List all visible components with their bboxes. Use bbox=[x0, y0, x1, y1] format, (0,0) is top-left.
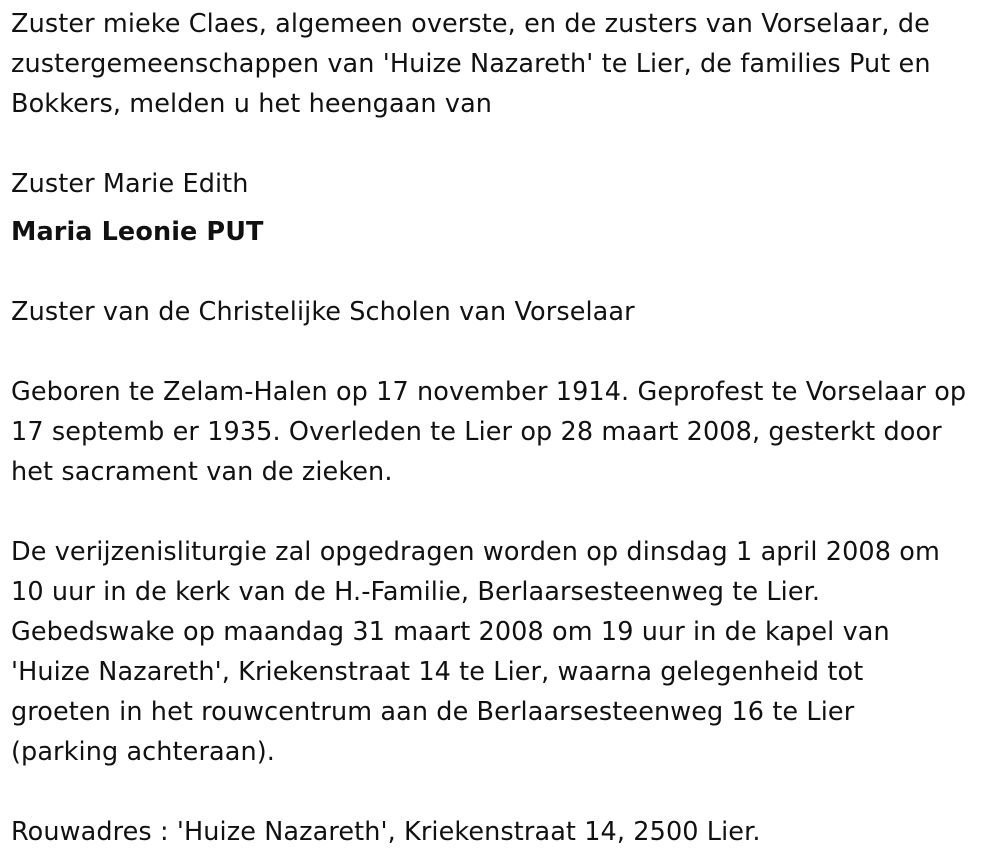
paragraph-spacer bbox=[11, 772, 996, 812]
paragraph-spacer bbox=[11, 332, 996, 372]
paragraph-spacer bbox=[11, 124, 996, 164]
intro-paragraph: Zuster mieke Claes, algemeen overste, en de zusters van Vorselaar, de zustergemeenschappen van 'Huize Nazareth' te Lier, de families Put en Bokkers, melden u het heengaan van bbox=[11, 9, 931, 119]
deceased-full-name: Maria Leonie PUT bbox=[11, 217, 264, 247]
congregation-line: Zuster van de Christelijke Scholen van Vorselaar bbox=[11, 297, 635, 327]
paragraph-spacer bbox=[11, 252, 996, 292]
funeral-paragraph: De verijzenisliturgie zal opgedragen worden op dinsdag 1 april 2008 om 10 uur in de kerk van de H.-Familie, Berlaarsesteenweg te Lier. Gebedswake op maandag 31 maart 2008 om 19 uur in de kapel van 'Huize Nazareth', Kriekenstraat 14 te Lier, waarna gelegenheid tot groeten in het rouwcentrum aan de Berlaarsesteenweg 16 te Lier (parking achteraan). bbox=[11, 537, 940, 767]
mourning-address: Rouwadres : 'Huize Nazareth', Kriekenstraat 14, 2500 Lier. bbox=[11, 817, 761, 847]
biography-paragraph: Geboren te Zelam-Halen op 17 november 1914. Geprofest te Vorselaar op 17 septemb er 1935. Overleden te Lier op 28 maart 2008, gesterkt door het sacrament van de zieken. bbox=[11, 377, 967, 487]
obituary-notice bbox=[11, 4, 996, 852]
paragraph-spacer bbox=[11, 492, 996, 532]
religious-name: Zuster Marie Edith bbox=[11, 169, 249, 199]
